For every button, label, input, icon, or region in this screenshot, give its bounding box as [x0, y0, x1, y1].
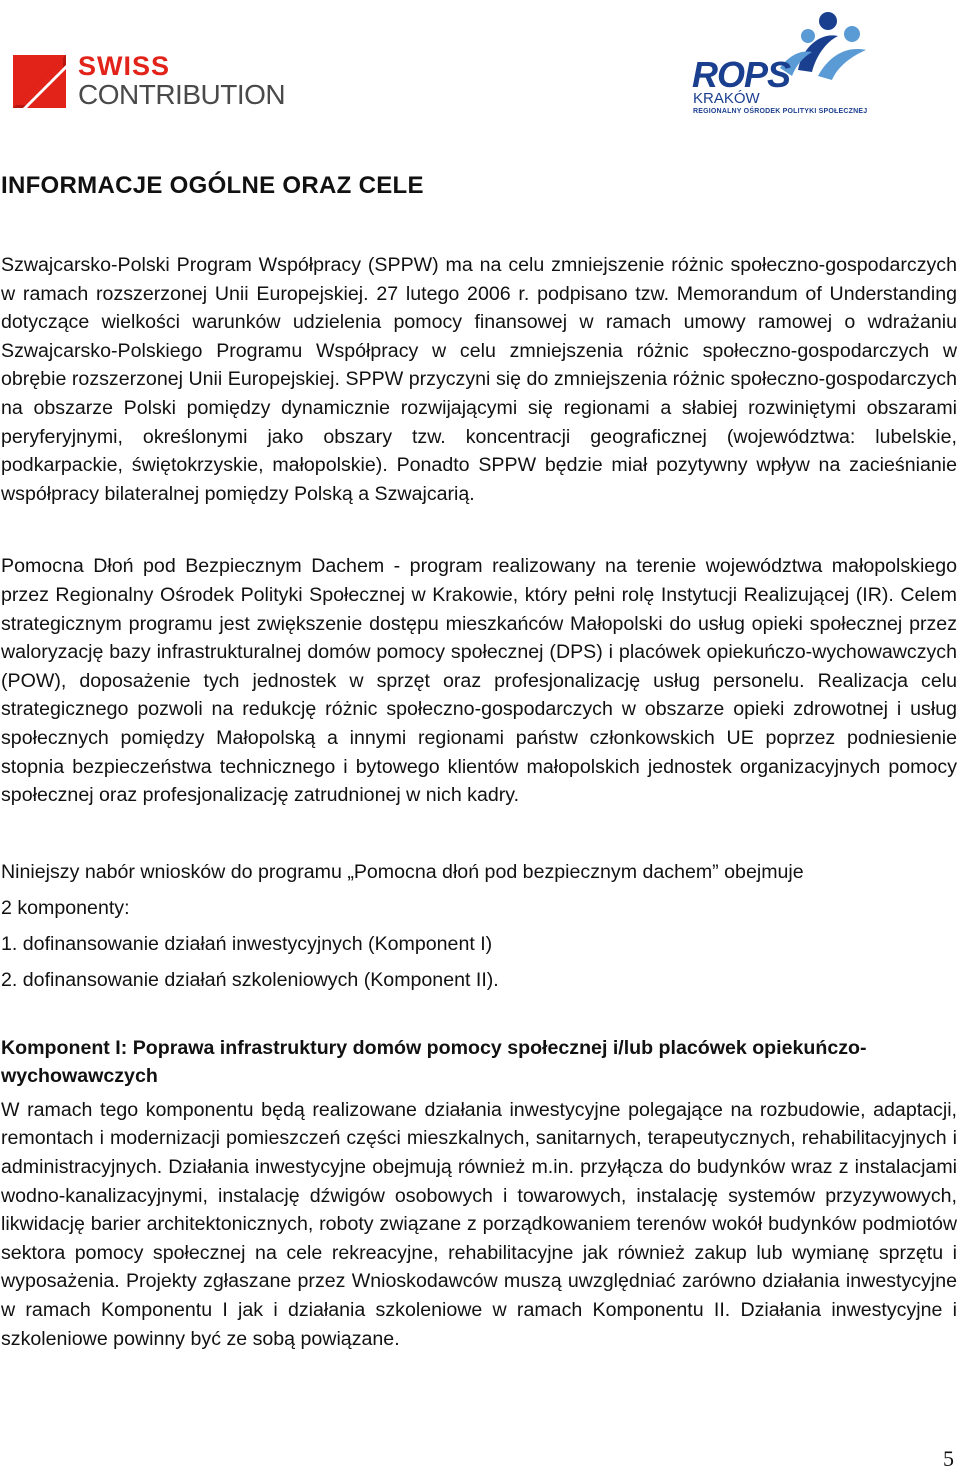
page-number: 5 — [943, 1446, 954, 1471]
paragraph-sppw: Szwajcarsko-Polski Program Współpracy (SPPW) ma na celu zmniejszenie różnic społeczno-gospodarczych w ramach rozszerzonej Unii Europejskiej. 27 lutego 2006 r. podpisano tzw. Memorandum of Understanding dotyczące wielkości warunków udzielenia pomocy finansowej w ramach umowy ramowej o wdrażaniu Szwajcarsko-Polskiego Programu Współpracy w celu zmniejszenia różnic społeczno-gospodarczych w obrębie rozszerzonej Unii Europejskiej. SPPW przyczyni się do zmniejszenia różnic społeczno-gospodarczych na obszarze Polski pomiędzy dynamicznie rozwijającymi się regionami a słabiej rozwiniętymi obszarami peryferyjnymi, określonymi jako obszary tzw. koncentracji geograficznej (województwa: lubelskie, podkarpackie, świętokrzyskie, małopolskie). Ponadto SPPW będzie miał pozytywny wpływ na zacieśnianie współpracy bilateralnej pomiędzy Polską a Szwajcarią. — [1, 254, 957, 505]
swiss-logo-line2: CONTRIBUTION — [78, 79, 286, 110]
document-body — [1, 168, 957, 1353]
swiss-contribution-logo — [13, 51, 286, 115]
paragraph-program: Pomocna Dłoń pod Bezpiecznym Dachem - program realizowany na terenie województwa małopolskiego przez Regionalny Ośrodek Polityki Społecznej w Krakowie, który pełni rolę Instytucji Realizującej (IR). Celem strategicznym programu jest zwiększenie dostępu mieszkańców Małopolski do usług opieki społecznej przez waloryzację bazy infrastrukturalnej domów pomocy społecznej (DPS) i placówek opiekuńczo-wychowawczych (POW), doposażenie tych jednostek w sprzęt oraz profesjonalizację usług personelu. Realizacja celu strategicznego pozwoli na redukcję różnic społeczno-gospodarczych w obszarze opieki zdrowotnej i usług społecznych pomiędzy Małopolską a innymi regionami państw członkowskich UE poprzez podniesienie stopnia bezpieczeństwa technicznego i bytowego klientów małopolskich jednostek organizacyjnych pomocy społecznej oraz profesjonalizację zatrudnionej w nich kadry. — [1, 555, 957, 807]
rops-logo — [690, 10, 880, 122]
component-1-heading: Komponent I: Poprawa infrastruktury domów pomocy społecznej i/lub placówek opiekuńczo-wychowawczych — [1, 1036, 867, 1088]
list-item: 1. dofinansowanie działań inwestycyjnych (Komponent I) — [1, 932, 493, 955]
intro-line: Niniejszy nabór wniosków do programu „Pomocna dłoń pod bezpiecznym dachem” obejmuje — [1, 860, 804, 883]
component-1-body: W ramach tego komponentu będą realizowane działania inwestycyjne polegające na rozbudowie, adaptacji, remontach i modernizacji pomieszczeń części mieszkalnych, sanitarnych, terapeutycznych, rehabilitacyjnych i administracyjnych. Działania inwestycyjne obejmują również m.in. przyłącza do budynków wraz z instalacjami wodno-kanalizacyjnymi, instalację dźwigów osobowych i towarowych, instalację systemów przyzywowych, likwidację barier architektonicznych, roboty związane z porządkowaniem terenów wokół budynków podmiotów sektora pomocy społecznej na cele rekreacyjne, rehabilitacyjne jak również zakup lub wymianę sprzętu i wyposażenia. Projekty zgłaszane przez Wnioskodawców muszą uwzględniać zarówno działania inwestycyjne w ramach Komponentu I jak i działania szkoleniowe w ramach Komponentu II. Działania inwestycyjne i szkoleniowe powinny być ze sobą powiązane. — [1, 1098, 957, 1350]
page-header — [0, 0, 960, 130]
intro-line-components: 2 komponenty: — [1, 896, 130, 919]
swiss-contribution-mark-icon — [13, 55, 66, 108]
rops-logo-full-name: REGIONALNY OŚRODEK POLITYKI SPOŁECZNEJ — [693, 108, 868, 115]
swiss-logo-line1: SWISS — [78, 51, 171, 81]
rops-logo-city: KRAKÓW — [693, 90, 760, 107]
rops-logo-name: ROPS — [692, 54, 791, 95]
page-title: INFORMACJE OGÓLNE ORAZ CELE — [1, 172, 424, 199]
list-item: 2. dofinansowanie działań szkoleniowych (Komponent II). — [1, 968, 499, 991]
